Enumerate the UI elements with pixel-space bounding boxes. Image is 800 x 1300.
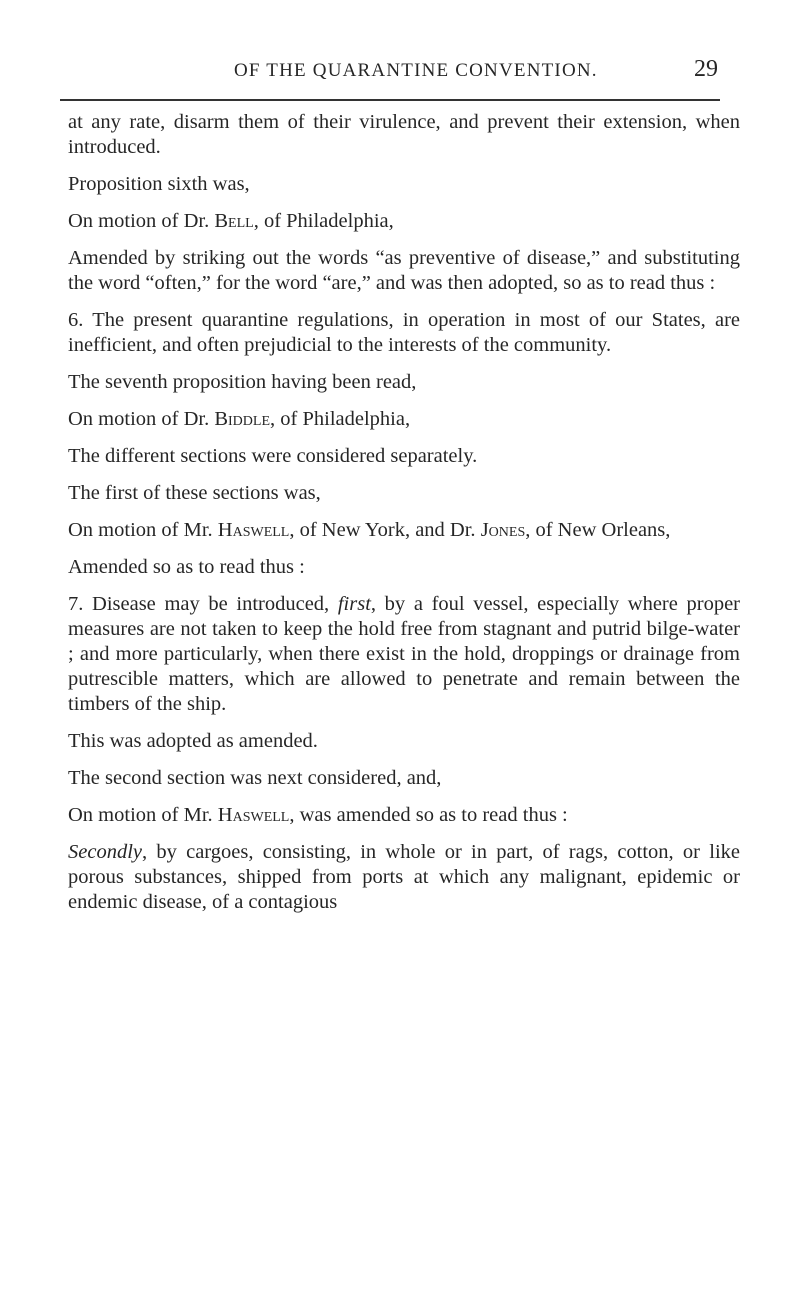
motion-prefix: On motion of Dr. xyxy=(68,210,215,232)
motion-prefix: On motion of Dr. xyxy=(68,408,215,430)
motion-prefix: On motion of Mr. xyxy=(68,804,218,826)
paragraph-sections-separately: The different sections were considered separately. xyxy=(68,445,478,467)
resolution-body: , by a foul vessel, especially where proper measures are not taken to keep the hold free from stagnant and putrid bilge-water ; and more particularly, when there exist in the hold, droppings or drainage from putrescible matters, which are allowed to penetrate and remain between the timbers of the ship. xyxy=(68,593,740,715)
motion-suffix: , of New Orleans, xyxy=(525,519,671,541)
emphasis-first: first xyxy=(337,593,371,615)
emphasis-secondly: Secondly xyxy=(68,841,142,863)
paragraph-amended-thus: Amended so as to read thus : xyxy=(68,556,305,578)
motion-suffix: , of Philadelphia, xyxy=(270,408,411,430)
running-title: OF THE QUARANTINE CONVENTION. xyxy=(234,60,598,81)
paragraph-second-section: The second section was next considered, and, xyxy=(68,767,442,789)
header-rule xyxy=(60,99,720,101)
paragraph-seventh-proposition: The seventh proposition having been read, xyxy=(68,371,417,393)
paragraph-motion-biddle xyxy=(68,407,740,432)
motion-middle: , of New York, and Dr. xyxy=(289,519,481,541)
paragraph-resolution-6: 6. The present quarantine regulations, in operation in most of our States, are inefficient, and often prejudicial to the interests of the community. xyxy=(68,309,740,356)
resolution-prefix: 7. Disease may be introduced, xyxy=(68,593,338,615)
paragraph-proposition-sixth: Proposition sixth was, xyxy=(68,173,250,195)
motion-prefix: On motion of Mr. xyxy=(68,519,218,541)
body-text xyxy=(68,110,740,927)
person-name-jones: Jones xyxy=(480,519,526,541)
paragraph-adopted: This was adopted as amended. xyxy=(68,730,318,752)
paragraph-motion-bell xyxy=(68,209,740,234)
person-name-haswell-2: Haswell xyxy=(217,804,290,826)
person-name-biddle: Biddle xyxy=(214,408,271,430)
paragraph-continuation: at any rate, disarm them of their virulence, and prevent their extension, when introduced. xyxy=(68,111,740,158)
paragraph-motion-haswell xyxy=(68,803,740,828)
paragraph-motion-haswell-jones xyxy=(68,518,740,543)
paragraph-first-section: The first of these sections was, xyxy=(68,482,321,504)
page-number: 29 xyxy=(694,56,718,82)
running-head xyxy=(234,58,718,88)
person-name-haswell: Haswell xyxy=(217,519,290,541)
motion-suffix: , of Philadelphia, xyxy=(253,210,394,232)
paragraph-amendment: Amended by striking out the words “as preventive of disease,” and substituting the word “often,” for the word “are,” and was then adopted, so as to read thus : xyxy=(68,247,740,294)
paragraph-resolution-7 xyxy=(68,592,740,717)
person-name-bell: Bell xyxy=(214,210,254,232)
motion-suffix: , was amended so as to read thus : xyxy=(289,804,568,826)
paragraph-secondly xyxy=(68,840,740,915)
secondly-body: , by cargoes, consisting, in whole or in part, of rags, cotton, or like porous substances, shipped from ports at which any malignant, epidemic or endemic disease, of a contagious xyxy=(68,841,740,913)
